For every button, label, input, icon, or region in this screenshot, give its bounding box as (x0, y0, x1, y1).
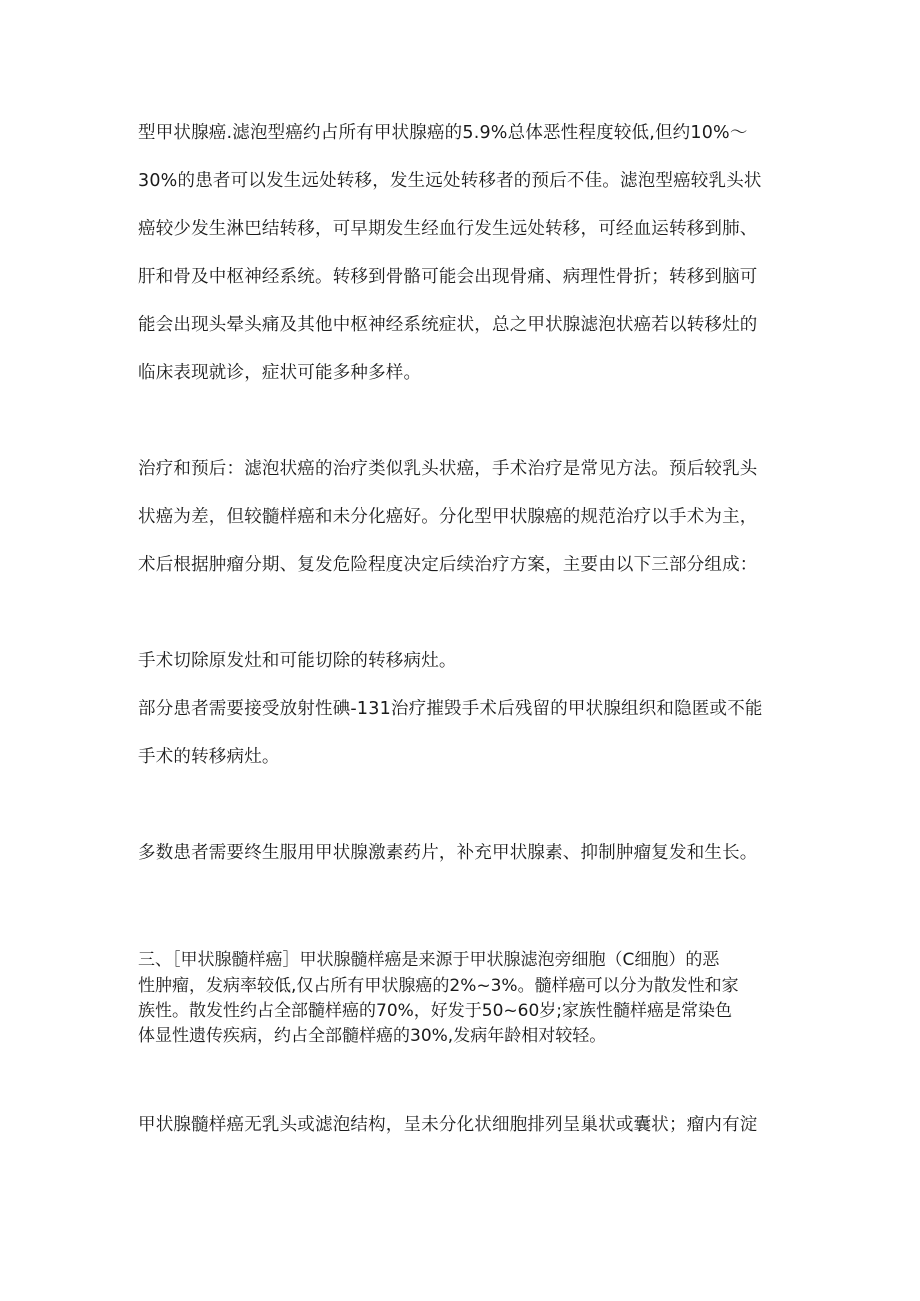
para1-line-6: 临床表现就诊，症状可能多种多样。 (138, 363, 422, 383)
treatment-item-1: 手术切除原发灶和可能切除的转移病灶。 (138, 651, 457, 671)
para1-line-5: 能会出现头晕头痛及其他中枢神经系统症状，总之甲状腺滤泡状癌若以转移灶的 (138, 315, 758, 335)
section3-line-2: 性肿瘤，发病率较低,仅占所有甲状腺癌的2%~3%。髓样癌可以分为散发性和家 (138, 976, 739, 996)
para2-line-3: 术后根据肿瘤分期、复发危险程度决定后续治疗方案，主要由以下三部分组成： (138, 555, 758, 575)
para1-line-4: 肝和骨及中枢神经系统。转移到骨骼可能会出现骨痛、病理性骨折；转移到脑可 (138, 267, 758, 287)
section3-line-4: 体显性遗传疾病，约占全部髓样癌的30%,发病年龄相对较轻。 (138, 1026, 607, 1046)
section3-line-3: 族性。散发性约占全部髓样癌的70%，好发于50~60岁;家族性髓样癌是常染色 (138, 1001, 733, 1021)
treatment-item-2-line-1: 部分患者需要接受放射性碘-131治疗摧毁手术后残留的甲状腺组织和隐匿或不能 (138, 699, 763, 719)
para1-line-3: 癌较少发生淋巴结转移，可早期发生经血行发生远处转移，可经血运转移到肺、 (138, 219, 758, 239)
para1-line-2: 30%的患者可以发生远处转移，发生远处转移者的预后不佳。滤泡型癌较乳头状 (138, 171, 762, 191)
treatment-item-2-line-2: 手术的转移病灶。 (138, 747, 280, 767)
section3-line-1: 三、［甲状腺髓样癌］甲状腺髓样癌是来源于甲状腺滤泡旁细胞（C细胞）的恶 (138, 950, 720, 970)
para2-line-1: 治疗和预后：滤泡状癌的治疗类似乳头状癌，手术治疗是常见方法。预后较乳头 (138, 459, 758, 479)
para-last-line-1: 甲状腺髓样癌无乳头或滤泡结构，呈未分化状细胞排列呈巢状或囊状；瘤内有淀 (138, 1115, 758, 1135)
para1-line-1: 型甲状腺癌.滤泡型癌约占所有甲状腺癌的5.9%总体恶性程度较低,但约10%～ (138, 123, 748, 143)
treatment-item-3: 多数患者需要终生服用甲状腺激素药片，补充甲状腺素、抑制肿瘤复发和生长。 (138, 843, 758, 863)
para2-line-2: 状癌为差，但较髓样癌和未分化癌好。分化型甲状腺癌的规范治疗以手术为主， (138, 507, 758, 527)
